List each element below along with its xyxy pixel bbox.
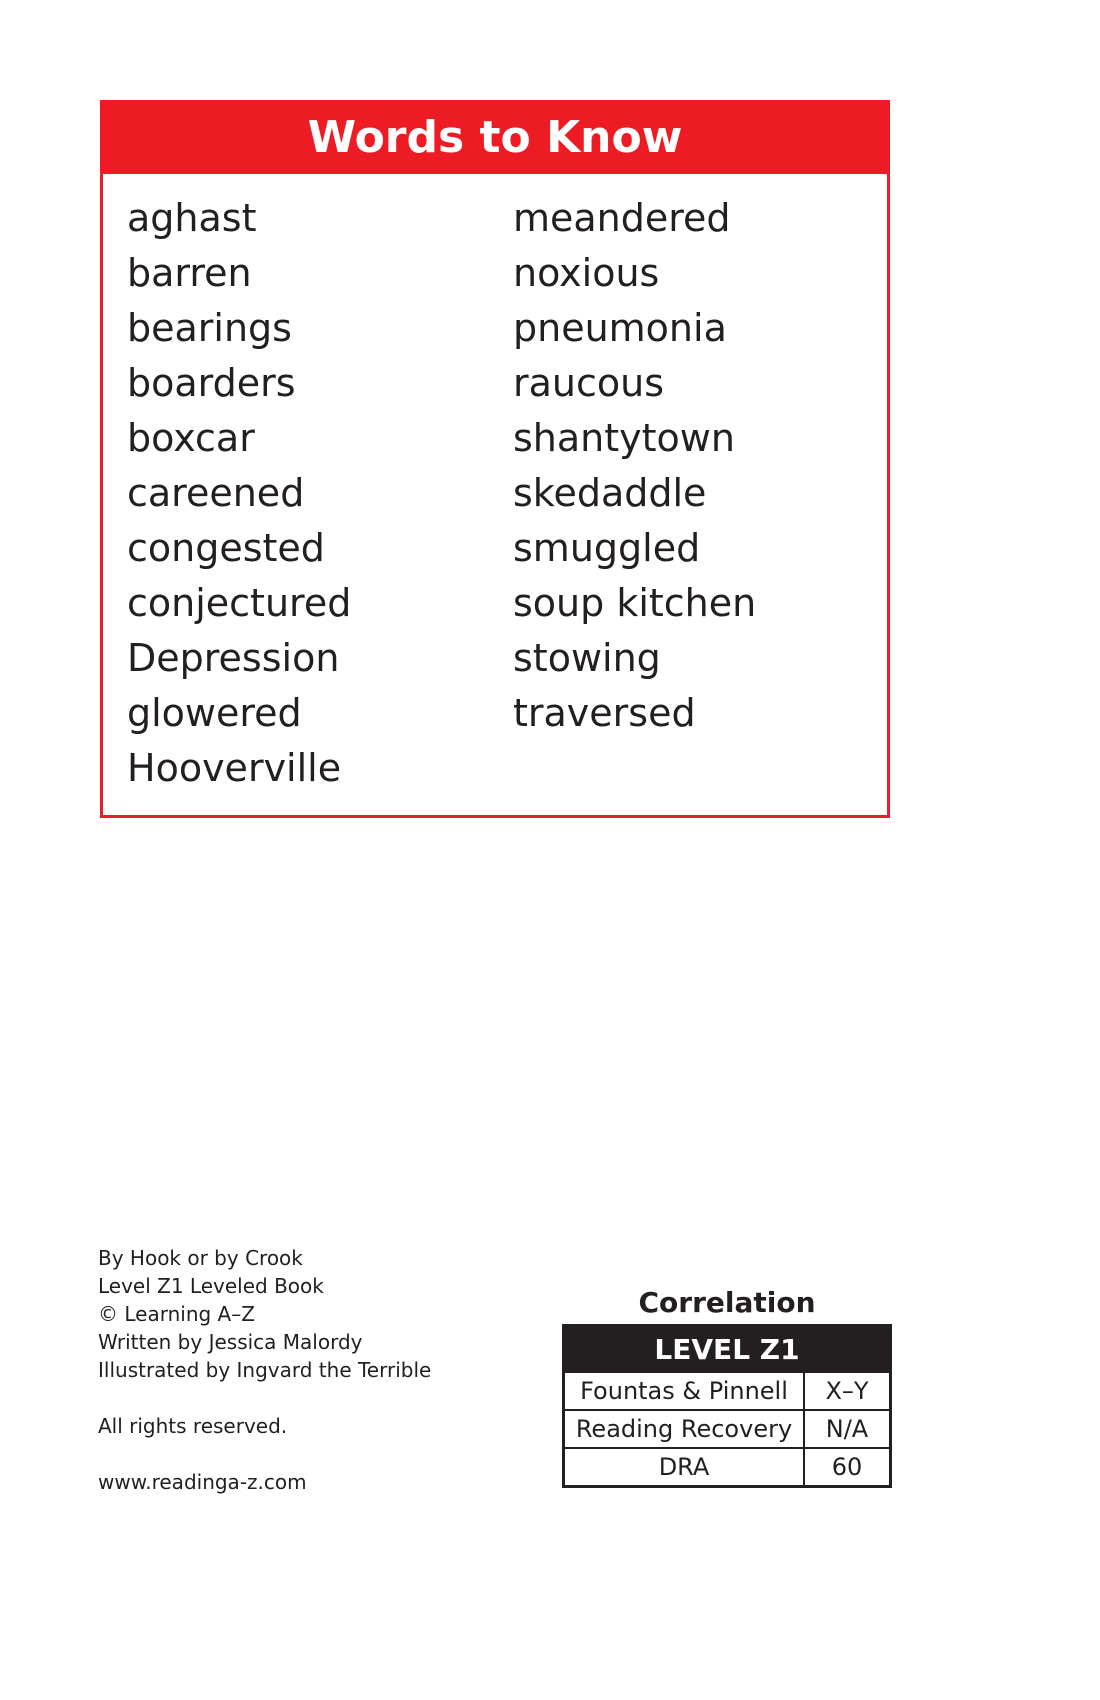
vocab-word: meandered — [513, 196, 731, 240]
vocab-word: careened — [127, 471, 305, 515]
vocab-word: raucous — [513, 361, 665, 405]
vocab-word: conjectured — [127, 581, 352, 625]
illustrator-credit: Illustrated by Ingvard the Terrible — [98, 1358, 432, 1382]
vocab-word: shantytown — [513, 416, 735, 460]
correlation-level: LEVEL Z1 — [565, 1327, 889, 1371]
vocab-word: Depression — [127, 636, 340, 680]
vocab-word: aghast — [127, 196, 257, 240]
vocab-word: stowing — [513, 636, 661, 680]
vocab-word: traversed — [513, 691, 696, 735]
correlation-row — [565, 1447, 889, 1485]
correlation-system-name: Fountas & Pinnell — [565, 1373, 805, 1409]
vocab-word: barren — [127, 251, 252, 295]
rights-notice: All rights reserved. — [98, 1414, 288, 1438]
website-link[interactable]: www.readinga-z.com — [98, 1470, 307, 1494]
word-list-right — [513, 191, 756, 741]
spacer — [98, 1384, 431, 1412]
book-credits — [98, 1244, 431, 1496]
spacer — [98, 1440, 431, 1468]
book-level: Level Z1 Leveled Book — [98, 1274, 324, 1298]
vocab-word: bearings — [127, 306, 292, 350]
word-list-left — [127, 191, 351, 796]
correlation-system-value: 60 — [831, 1453, 863, 1481]
correlation-row — [565, 1409, 889, 1447]
correlation-system-name: Reading Recovery — [565, 1411, 805, 1447]
vocab-word: congested — [127, 526, 325, 570]
words-to-know-box — [100, 100, 890, 818]
vocab-word: pneumonia — [513, 306, 727, 350]
author-credit: Written by Jessica Malordy — [98, 1330, 363, 1354]
vocab-word: smuggled — [513, 526, 701, 570]
correlation-system-value: X–Y — [825, 1377, 869, 1405]
vocab-word: noxious — [513, 251, 660, 295]
correlation-row — [565, 1371, 889, 1409]
book-title: By Hook or by Crook — [98, 1246, 303, 1270]
copyright-notice: © Learning A–Z — [98, 1302, 255, 1326]
words-to-know-title: Words to Know — [100, 100, 890, 174]
correlation-title: Correlation — [638, 1286, 816, 1319]
correlation-system-value: N/A — [825, 1415, 869, 1443]
vocab-word: boxcar — [127, 416, 255, 460]
vocab-word: glowered — [127, 691, 302, 735]
correlation-table — [562, 1324, 892, 1488]
vocab-word: boarders — [127, 361, 296, 405]
vocab-word: Hooverville — [127, 746, 342, 790]
vocab-word: soup kitchen — [513, 581, 757, 625]
vocab-word: skedaddle — [513, 471, 707, 515]
correlation-system-name: DRA — [565, 1449, 805, 1485]
